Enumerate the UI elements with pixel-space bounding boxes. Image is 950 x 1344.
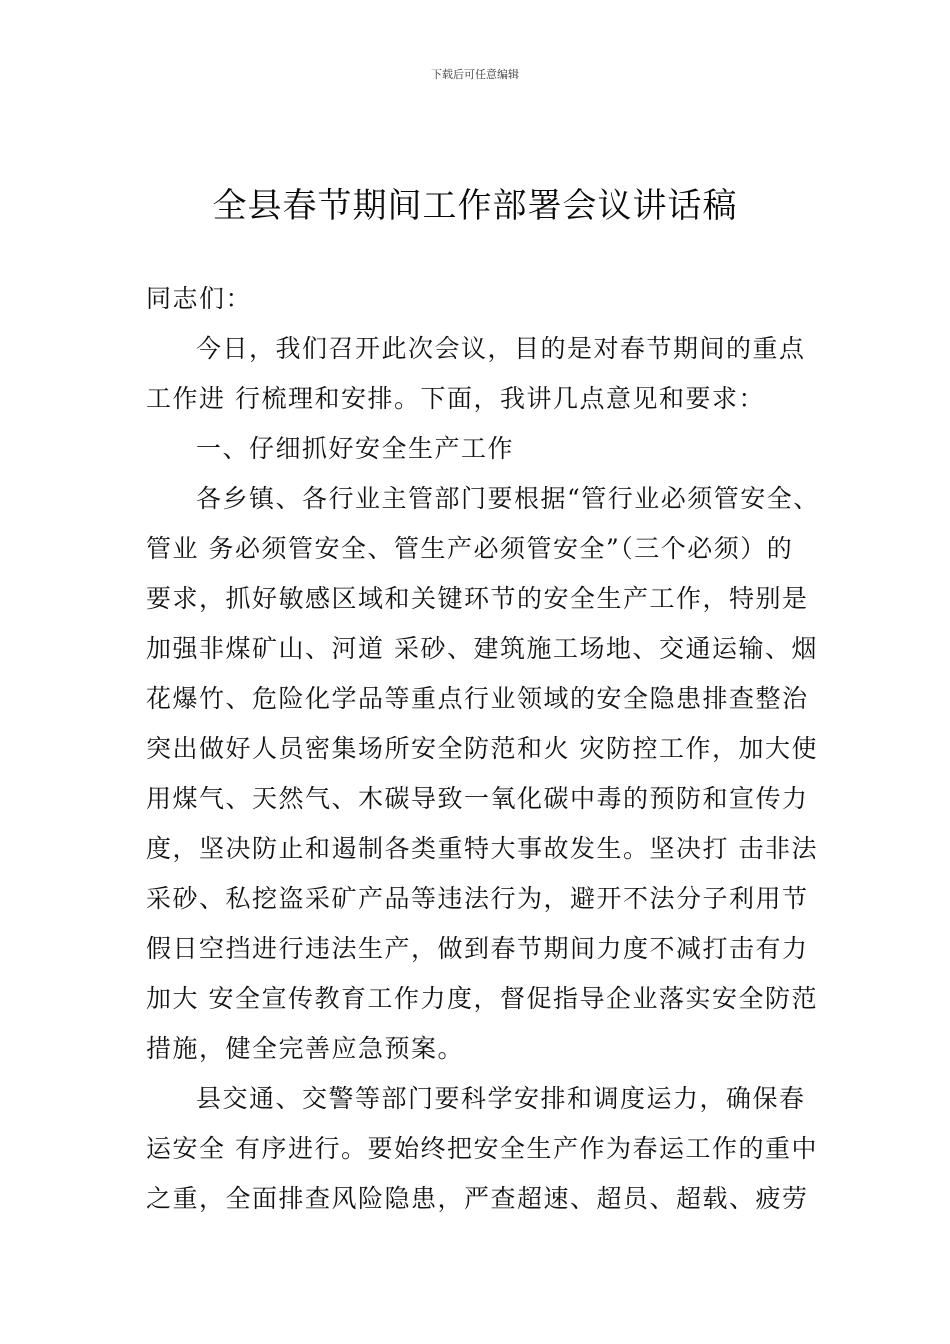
paragraph-line: 县交通、交警等部门要科学安排和调度运力，确保春 xyxy=(196,1084,806,1113)
paragraph-line: 各乡镇、各行业主管部门要根据“管行业必须管安全、 xyxy=(196,484,820,513)
paragraph-line: 用煤气、天然气、木碳导致一氧化碳中毒的预防和宣传力 xyxy=(146,784,809,813)
paragraph-line: 加大 安全宣传教育工作力度，督促指导企业落实安全防范 xyxy=(146,984,818,1013)
paragraph-line: 采砂、私挖盗采矿产品等违法行为，避开不法分子利用节 xyxy=(146,884,809,913)
paragraph-line: 工作进 行梳理和安排。下面，我讲几点意见和要求： xyxy=(146,384,765,413)
paragraph-line: 突出做好人员密集场所安全防范和火 灾防控工作，加大使 xyxy=(146,734,818,763)
section-heading: 一、仔细抓好安全生产工作 xyxy=(196,434,515,463)
document-title: 全县春节期间工作部署会议讲话稿 xyxy=(212,186,738,226)
paragraph-line: 管业 务必须管安全、管生产必须管安全”（三个必须）的 xyxy=(146,534,794,563)
paragraph-line: 今日，我们召开此次会议，目的是对春节期间的重点 xyxy=(196,334,806,363)
paragraph-line: 措施，健全完善应急预案。 xyxy=(146,1034,465,1063)
salutation: 同志们： xyxy=(146,284,253,313)
paragraph-line: 运安全 有序进行。要始终把安全生产作为春运工作的重中 xyxy=(146,1134,818,1163)
header-note: 下载后可任意编辑 xyxy=(431,68,519,81)
paragraph-line: 假日空挡进行违法生产，做到春节期间力度不减打击有力 xyxy=(146,934,809,963)
paragraph-line: 之重，全面排查风险隐患，严查超速、超员、超载、疲劳 xyxy=(146,1184,809,1213)
paragraph-line: 度，坚决防止和遏制各类重特大事故发生。坚决打 击非法 xyxy=(146,834,818,863)
paragraph-line: 要求，抓好敏感区域和关键环节的安全生产工作，特别是 xyxy=(146,584,809,613)
paragraph-line: 加强非煤矿山、河道 采砂、建筑施工场地、交通运输、烟 xyxy=(146,634,818,663)
paragraph-line: 花爆竹、危险化学品等重点行业领域的安全隐患排查整治 xyxy=(146,684,809,713)
